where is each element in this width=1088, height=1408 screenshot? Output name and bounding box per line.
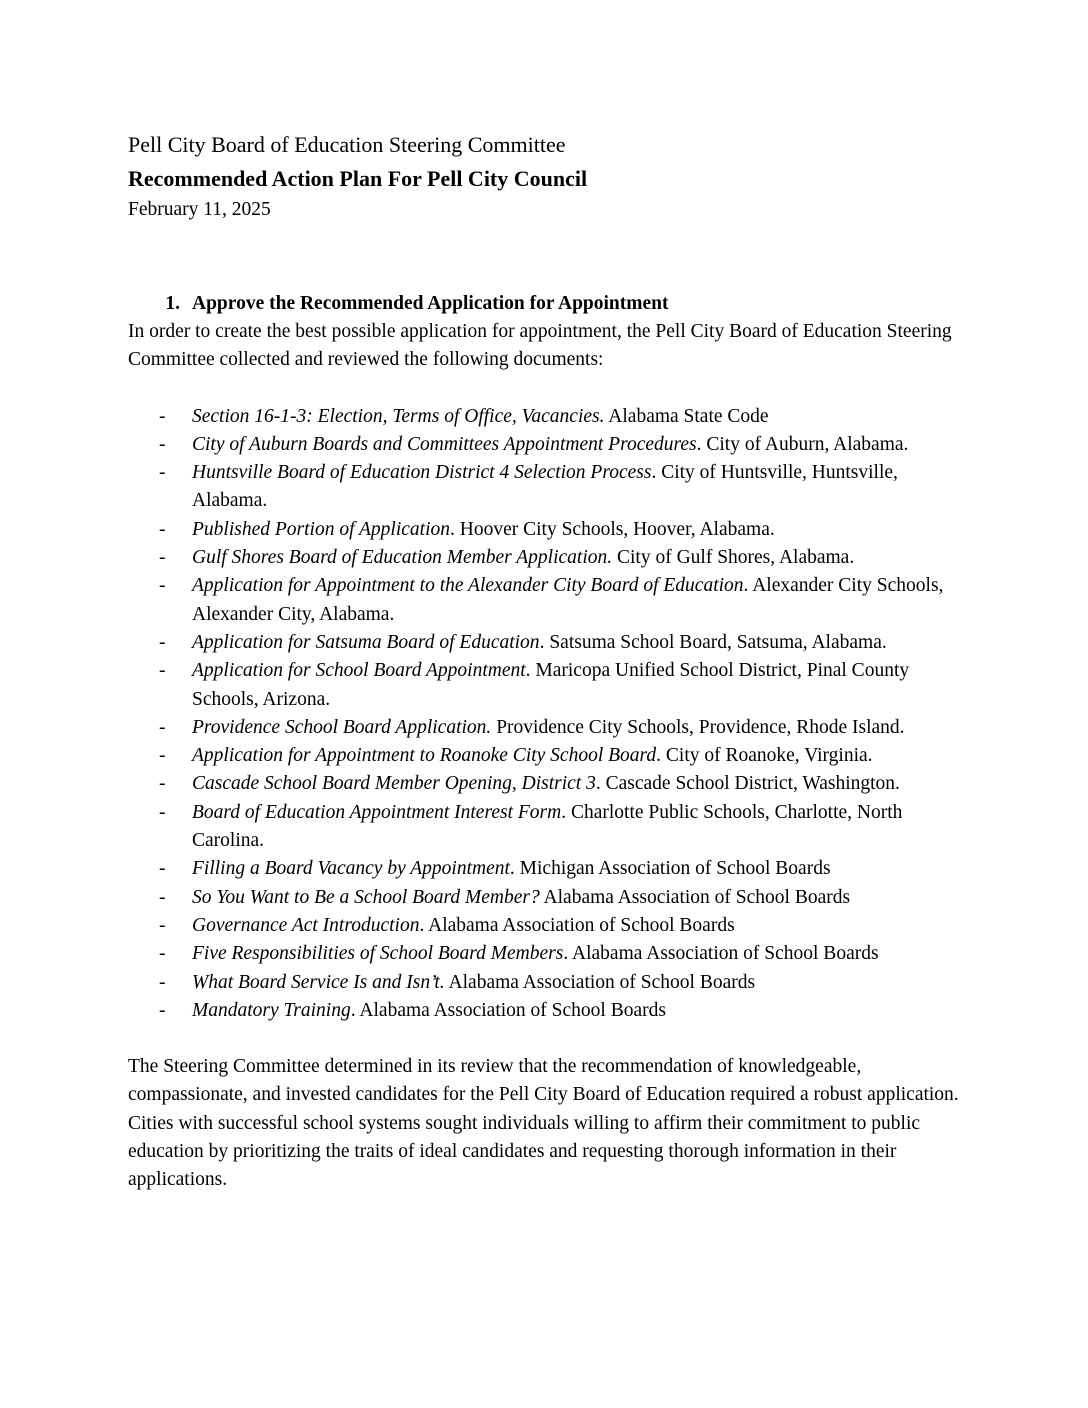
reference-source: . Alexander City Schools, Alexander City, Alabama. — [192, 575, 944, 625]
reference-title: Application for Appointment to the Alexander City Board of Education — [192, 575, 744, 597]
reference-title: Gulf Shores Board of Education Member Application. — [192, 547, 613, 569]
reference-title: Mandatory Training — [192, 999, 351, 1021]
reference-item — [128, 403, 960, 431]
reference-title: Providence School Board Application. — [192, 716, 492, 738]
reference-item — [128, 884, 960, 912]
reference-title: Huntsville Board of Education District 4 Selection Process — [192, 462, 652, 484]
list-dash: - — [159, 801, 166, 823]
document-date: February 11, 2025 — [128, 199, 271, 220]
reference-title: Cascade School Board Member Opening, District 3 — [192, 773, 596, 795]
reference-item — [128, 940, 960, 968]
reference-source: Alabama State Code — [604, 405, 769, 427]
reference-title: Filling a Board Vacancy by Appointment — [192, 858, 510, 880]
list-dash: - — [159, 462, 166, 484]
reference-source: . Alabama Association of School Boards — [563, 943, 879, 965]
reference-title: What Board Service Is and Isn’t. — [192, 971, 445, 993]
reference-source: . City of Huntsville, Huntsville, Alabama. — [192, 462, 898, 512]
reference-source: Alabama Association of School Boards — [539, 886, 851, 908]
reference-title: Five Responsibilities of School Board Members — [192, 943, 564, 965]
list-dash: - — [159, 914, 166, 936]
list-dash: - — [159, 886, 166, 908]
list-dash: - — [159, 660, 166, 682]
list-dash: - — [159, 999, 166, 1021]
section-heading — [128, 290, 960, 318]
reference-item — [128, 742, 960, 770]
reference-source: Alabama Association of School Boards — [444, 971, 756, 993]
list-dash: - — [159, 518, 166, 540]
reference-source: . Hoover City Schools, Hoover, Alabama. — [450, 518, 775, 540]
reference-title: Governance Act Introduction — [192, 914, 420, 936]
reference-source: . Michigan Association of School Boards — [509, 858, 831, 880]
reference-source: . Charlotte Public Schools, Charlotte, North Carolina. — [192, 801, 903, 852]
summary-paragraph: The Steering Committee determined in its review that the recommendation of knowledgeable, compassionate, and invested candidates for the Pell City Board of Education required a robust application. Cities with successful school systems sought individuals willing to affirm their commitment to public education by prioritizing the traits of ideal candidates and requesting thorough information in their applications. — [128, 1056, 959, 1191]
reference-source: . Alabama Association of School Boards — [350, 999, 666, 1021]
reference-item — [128, 997, 960, 1025]
list-dash: - — [159, 716, 166, 738]
reference-source: . Maricopa Unified School District, Pinal County Schools, Arizona. — [192, 660, 910, 710]
reference-title: Application for Appointment to Roanoke City School Board — [192, 745, 657, 767]
list-dash: - — [159, 773, 166, 795]
reference-item — [128, 572, 960, 629]
reference-item — [128, 770, 960, 798]
reference-title: Board of Education Appointment Interest Form — [192, 801, 562, 823]
organization-name: Pell City Board of Education Steering Committee — [128, 132, 566, 157]
reference-item — [128, 799, 960, 856]
reference-title: City of Auburn Boards and Committees Appointment Procedures — [192, 433, 697, 455]
reference-item — [128, 969, 960, 997]
reference-title: Published Portion of Application — [192, 518, 451, 540]
reference-source: Providence City Schools, Providence, Rhode Island. — [491, 716, 905, 738]
reference-title: So You Want to Be a School Board Member? — [192, 886, 540, 908]
reference-item — [128, 459, 960, 516]
document-page — [128, 128, 960, 1195]
reference-title: Application for School Board Appointment — [192, 660, 526, 682]
reference-item — [128, 544, 960, 572]
list-dash: - — [159, 433, 166, 455]
section-heading-text: Approve the Recommended Application for Appointment — [192, 293, 669, 314]
reference-source: . City of Roanoke, Virginia. — [656, 745, 873, 767]
reference-item — [128, 855, 960, 883]
list-dash: - — [159, 575, 166, 597]
reference-item — [128, 516, 960, 544]
reference-list — [128, 403, 960, 1026]
reference-source: . Satsuma School Board, Satsuma, Alabama. — [539, 631, 887, 653]
reference-item — [128, 714, 960, 742]
list-dash: - — [159, 631, 166, 653]
list-dash: - — [159, 858, 166, 880]
reference-item — [128, 629, 960, 657]
list-dash: - — [159, 745, 166, 767]
reference-source: . Cascade School District, Washington. — [595, 773, 900, 795]
reference-item — [128, 431, 960, 459]
reference-source: City of Gulf Shores, Alabama. — [612, 547, 855, 569]
reference-title: Application for Satsuma Board of Education — [192, 631, 540, 653]
reference-source: . Alabama Association of School Boards — [419, 914, 735, 936]
reference-item — [128, 657, 960, 714]
list-dash: - — [159, 405, 166, 427]
document-title: Recommended Action Plan For Pell City Council — [128, 166, 588, 191]
reference-item — [128, 912, 960, 940]
reference-source: . City of Auburn, Alabama. — [696, 433, 909, 455]
reference-title: Section 16-1-3: Election, Terms of Office, Vacancies. — [192, 405, 605, 427]
list-dash: - — [159, 547, 166, 569]
section-intro: In order to create the best possible application for appointment, the Pell City Board of Education Steering Committee collected and reviewed the following documents: — [128, 321, 952, 371]
section-number: 1. — [165, 293, 180, 314]
list-dash: - — [159, 971, 166, 993]
list-dash: - — [159, 943, 166, 965]
